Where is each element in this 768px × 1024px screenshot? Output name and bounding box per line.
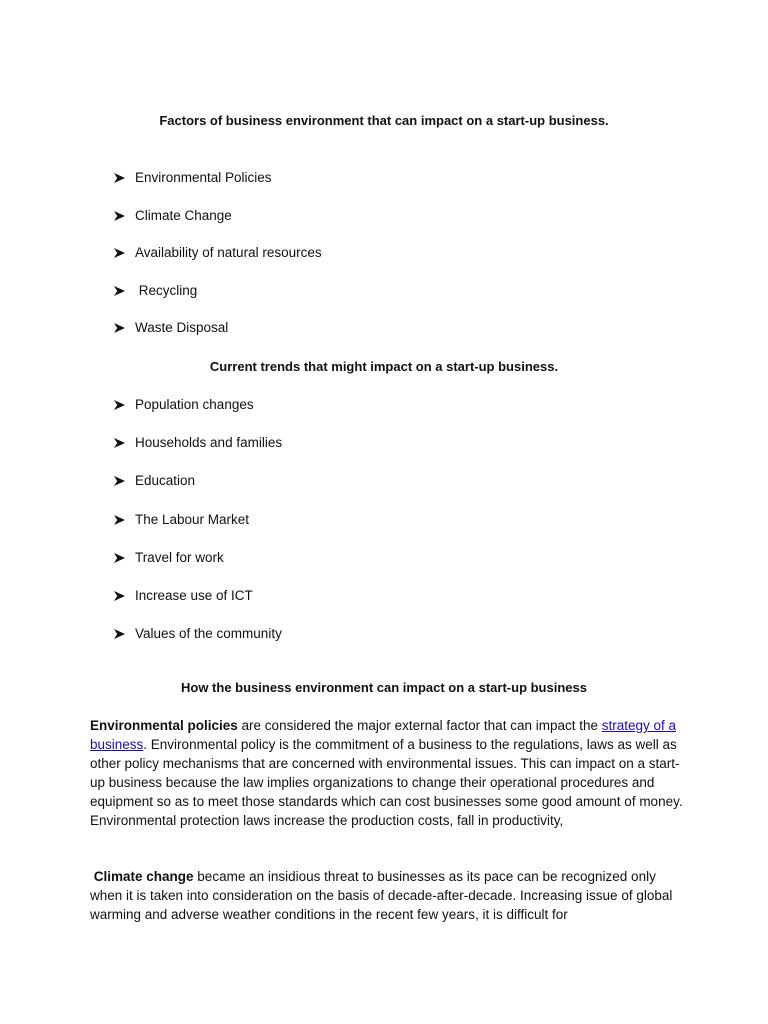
arrowhead-bullet-icon (114, 211, 125, 221)
arrowhead-bullet-icon (114, 438, 125, 448)
paragraph-text: are considered the major external factor that can impact the (237, 718, 602, 733)
arrowhead-bullet-icon (114, 400, 125, 410)
list-item (114, 244, 322, 262)
section-heading-factors: Factors of business environment that can impact on a start-up business. (159, 113, 609, 128)
list-item (114, 282, 322, 300)
list-item (114, 511, 282, 529)
arrowhead-bullet-icon (114, 515, 125, 525)
paragraph-bold-term: Environmental policies (90, 718, 238, 733)
paragraph-text: became an insidious threat to businesses as its pace can be recognized only when it is taken into consideration on the basis of decade-after-decade. Increasing issue of global warming and adverse weather conditions in the recent few years, it is difficult for (90, 869, 673, 922)
list-item (114, 396, 282, 414)
list-item (114, 207, 322, 225)
section-heading-trends: Current trends that might impact on a start-up business. (209, 359, 559, 374)
list-item-text: Increase use of ICT (135, 587, 253, 603)
arrowhead-bullet-icon (114, 286, 125, 296)
strategy-link[interactable]: strategy of a business (90, 718, 677, 752)
arrowhead-bullet-icon (114, 173, 125, 183)
list-item (114, 434, 282, 452)
factors-list (114, 169, 322, 357)
list-item (114, 319, 322, 337)
arrowhead-bullet-icon (114, 553, 125, 563)
list-item-text: Travel for work (135, 549, 224, 565)
arrowhead-bullet-icon (114, 323, 125, 333)
list-item-text: Recycling (135, 282, 198, 298)
paragraph-environmental-policies (90, 716, 684, 830)
list-item-text: Waste Disposal (135, 320, 229, 335)
list-item (114, 549, 282, 567)
list-item (114, 625, 282, 643)
arrowhead-bullet-icon (114, 476, 125, 486)
list-item-text: Households and families (135, 435, 283, 451)
list-item-text: Availability of natural resources (135, 245, 322, 260)
list-item-text: Environmental Policies (135, 170, 272, 185)
list-item (114, 472, 282, 490)
list-item-text: Education (135, 473, 196, 489)
list-item-text: Population changes (135, 397, 254, 412)
list-item-text: Values of the community (135, 626, 282, 642)
trends-list (114, 396, 282, 663)
list-item (114, 169, 322, 187)
paragraph-bold-term: Climate change (90, 869, 194, 884)
paragraph-text: . Environmental policy is the commitment of a business to the regulations, laws as well as other policy mechanisms that are concerned with environmental issues. This can impact on a start-up business because the law implies organizations to change their operational procedures and equipment so as to meet those standards which can cost businesses some good amount of money. Environmental protection laws increase the production costs, fall in productivity, (90, 737, 683, 828)
list-item-text: Climate Change (135, 207, 232, 223)
section-heading-impact: How the business environment can impact on a start-up business (181, 680, 587, 695)
arrowhead-bullet-icon (114, 248, 125, 258)
arrowhead-bullet-icon (114, 629, 125, 639)
list-item (114, 587, 282, 605)
paragraph-climate-change (90, 867, 684, 924)
arrowhead-bullet-icon (114, 591, 125, 601)
list-item-text: The Labour Market (135, 511, 250, 527)
